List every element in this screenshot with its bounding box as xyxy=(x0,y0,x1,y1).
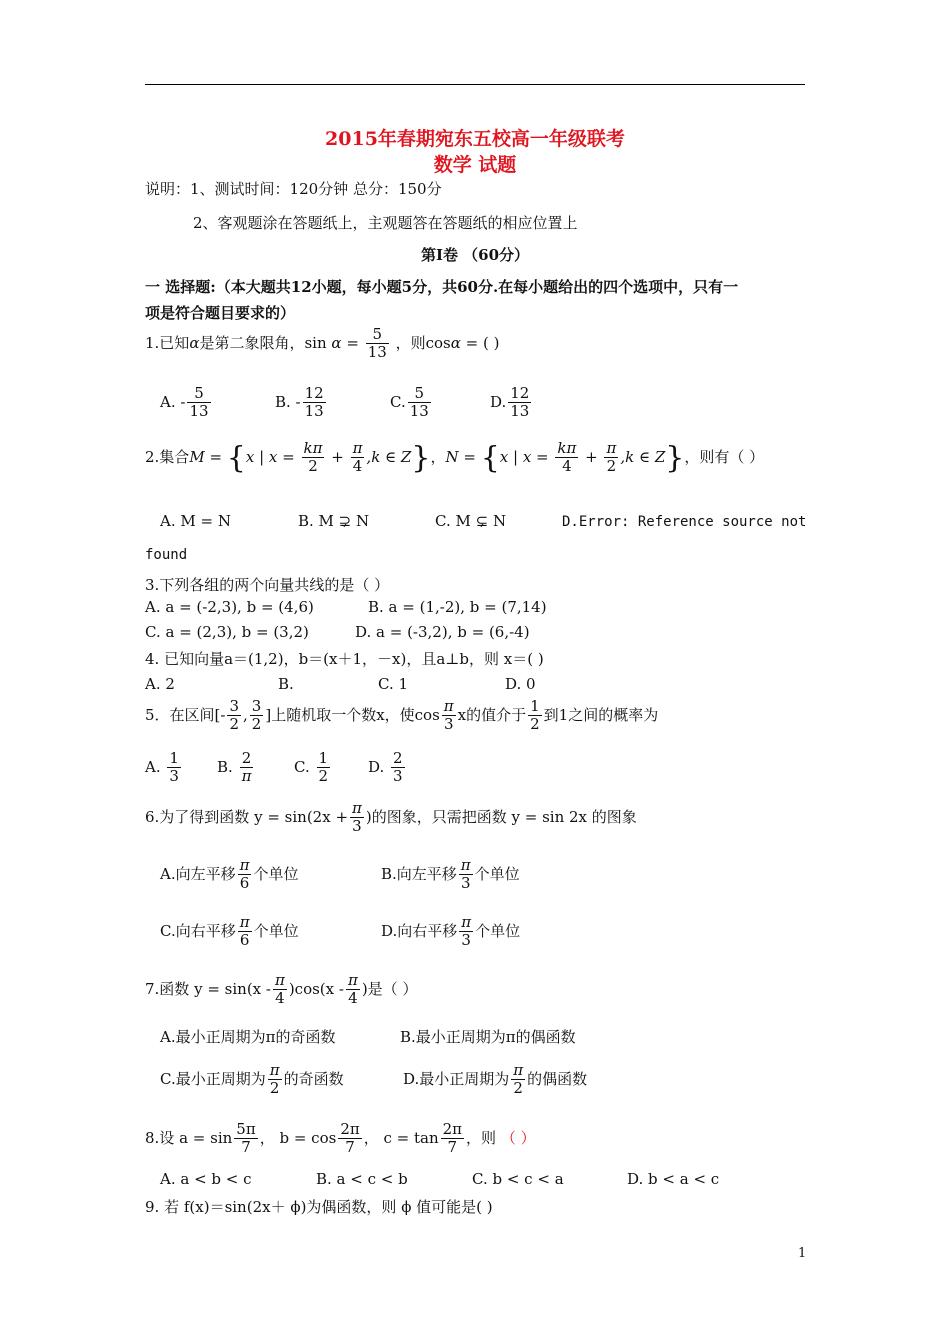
q2-option-a: A. M = N xyxy=(160,512,231,530)
frac-den: 2 xyxy=(269,1079,280,1098)
option-label: B. - xyxy=(275,392,301,411)
frac-num: 1 xyxy=(169,749,179,767)
question-5-stem xyxy=(145,698,658,734)
q2-fraction xyxy=(555,440,578,476)
q2-plus: + xyxy=(326,447,349,466)
option-label: D.向右平移 xyxy=(381,921,458,940)
q1-alpha: α xyxy=(450,333,461,352)
option-fraction xyxy=(508,385,531,421)
q1-alpha: α xyxy=(189,333,200,352)
q8-option-b: B. a < c < b xyxy=(316,1170,408,1188)
frac-den: π xyxy=(241,767,252,786)
q5-text: 到1之间的概率为 xyxy=(543,705,659,724)
q8-text: ，则 xyxy=(466,1128,497,1147)
q2-comma: ， xyxy=(430,447,446,466)
q8-fraction xyxy=(234,1121,257,1157)
frac-num: 12 xyxy=(510,384,530,402)
q1-option-c xyxy=(390,385,433,421)
q2-set-def: x | x = xyxy=(499,447,554,466)
frac-den: 4 xyxy=(275,989,285,1008)
q5-text: ]上随机取一个数x，使cos xyxy=(265,705,440,724)
frac-num: π xyxy=(269,1061,280,1079)
frac-den: 13 xyxy=(367,343,387,362)
question-1-stem xyxy=(145,326,499,362)
q3-option-c: C. a = (2,3), b = (3,2) xyxy=(145,623,309,641)
q6-option-d xyxy=(381,914,520,950)
option-fraction xyxy=(268,1062,282,1098)
option-label: A. - xyxy=(160,392,186,411)
q7-option-a: A.最小正周期为π的奇函数 xyxy=(160,1028,336,1046)
q4-option-b: B. xyxy=(278,675,294,693)
frac-den: 2 xyxy=(513,1079,523,1098)
frac-den: 13 xyxy=(409,402,429,421)
option-tail: 的奇函数 xyxy=(283,1069,344,1088)
q5-text: 5．在区间[- xyxy=(145,705,226,724)
q1-eq: = xyxy=(346,333,359,352)
option-fraction xyxy=(303,385,326,421)
q2-fraction xyxy=(302,440,325,476)
frac-den: 3 xyxy=(460,874,471,893)
notes-line-1: 说明：1、测试时间：120分钟 总分：150分 xyxy=(145,180,442,198)
q5-fraction xyxy=(250,698,264,734)
frac-num: 5 xyxy=(366,326,389,344)
section-instruction-2: 项是符合题目要求的） xyxy=(145,304,296,322)
frac-num: 2π xyxy=(442,1120,463,1138)
q2-option-d: D.Error: Reference source not xyxy=(562,514,807,530)
frac-num: π xyxy=(606,439,617,457)
q1-alpha: α xyxy=(331,333,342,352)
frac-num: 2 xyxy=(393,749,403,767)
frac-num: π xyxy=(274,971,285,989)
q1-option-a xyxy=(160,385,213,421)
q5-comma: , xyxy=(243,705,248,724)
frac-den: 3 xyxy=(352,817,362,836)
q8-fraction xyxy=(338,1121,361,1157)
frac-den: 7 xyxy=(345,1138,355,1157)
q3-option-b: B. a = (1,-2), b = (7,14) xyxy=(368,598,547,616)
frac-den: 6 xyxy=(239,874,250,893)
q1-option-d xyxy=(490,385,533,421)
q2-brace: } xyxy=(411,440,431,476)
option-fraction xyxy=(459,857,473,893)
q2-set-tail: ,k ∈ Z xyxy=(366,447,412,466)
q3-option-a: A. a = (-2,3), b = (4,6) xyxy=(145,598,314,616)
q1-sin: sin xyxy=(304,333,327,352)
header-rule xyxy=(145,84,805,85)
frac-den: 2 xyxy=(308,457,318,476)
q2-eq: = xyxy=(204,447,227,466)
option-label: B. xyxy=(217,757,233,776)
frac-num: 1 xyxy=(530,697,540,715)
frac-den: 4 xyxy=(348,989,358,1008)
frac-num: 3 xyxy=(251,697,262,715)
q2-eq: = xyxy=(458,447,481,466)
q2-set-n: N xyxy=(445,447,459,466)
q1-text: = ( ) xyxy=(460,333,500,352)
option-fraction xyxy=(238,857,252,893)
q2-text: 2.集合 xyxy=(145,447,190,466)
q7-fraction xyxy=(273,972,287,1008)
q8-option-a: A. a < b < c xyxy=(160,1170,252,1188)
q2-set-def: x | x = xyxy=(245,447,300,466)
q6-option-b xyxy=(381,857,520,893)
q4-option-a: A. 2 xyxy=(145,675,175,693)
option-fraction xyxy=(317,750,331,786)
q2-brace: { xyxy=(226,440,246,476)
question-3-stem: 3.下列各组的两个向量共线的是（ ） xyxy=(145,576,390,594)
option-label: C.最小正周期为 xyxy=(160,1069,266,1088)
frac-num: kπ xyxy=(303,439,323,457)
notes-line-2: 2、客观题涂在答题纸上，主观题答在答题纸的相应位置上 xyxy=(193,214,578,232)
option-label: C. xyxy=(390,392,406,411)
q8-fraction xyxy=(441,1121,464,1157)
section-instruction-1: 一 选择题:（本大题共12小题，每小题5分，共60分.在每小题给出的四个选项中，只有一 xyxy=(145,278,739,296)
section-heading: 第Ⅰ卷 （60分） xyxy=(420,246,530,264)
question-8-stem xyxy=(145,1121,536,1157)
frac-den: 7 xyxy=(241,1138,251,1157)
option-fraction xyxy=(240,750,254,786)
question-2-stem xyxy=(145,440,764,476)
option-fraction xyxy=(238,914,252,950)
q7-option-c xyxy=(160,1062,344,1098)
q8-text: ， b = cos xyxy=(259,1128,337,1147)
q5-option-d xyxy=(368,750,407,786)
q1-text: ，则 xyxy=(395,333,426,352)
frac-num: π xyxy=(352,799,362,817)
exam-title: 2015年春期宛东五校高一年级联考 xyxy=(325,128,625,150)
option-fraction xyxy=(167,750,181,786)
q2-option-d-continued: found xyxy=(145,547,188,563)
q1-text: 是第二象限角， xyxy=(199,333,305,352)
frac-num: 5 xyxy=(187,385,210,403)
q8-text: ， c = tan xyxy=(363,1128,439,1147)
q5-fraction xyxy=(442,698,456,734)
option-fraction xyxy=(408,385,431,421)
q2-fraction xyxy=(604,440,618,476)
frac-num: π xyxy=(443,697,454,715)
q2-option-c: C. M ⊊ N xyxy=(435,512,507,530)
question-7-stem xyxy=(145,972,417,1008)
frac-den: 13 xyxy=(304,402,324,421)
q7-option-d xyxy=(403,1062,587,1098)
option-tail: 个单位 xyxy=(253,864,299,883)
q2-set-tail: ,k ∈ Z xyxy=(620,447,666,466)
option-label: C.向右平移 xyxy=(160,921,236,940)
q2-fraction xyxy=(351,440,365,476)
q7-text: )是（ ） xyxy=(361,979,418,998)
q8-text: 8.设 a = sin xyxy=(145,1128,233,1147)
q6-fraction xyxy=(350,800,364,836)
q2-plus: + xyxy=(580,447,603,466)
frac-den: 13 xyxy=(510,402,530,421)
frac-den: 3 xyxy=(393,767,403,786)
q6-text: 6.为了得到函数 y = sin(2x + xyxy=(145,807,349,826)
q4-option-c: C. 1 xyxy=(378,675,409,693)
q2-option-b: B. M ⊋ N xyxy=(298,512,370,530)
q6-option-a xyxy=(160,857,298,893)
option-label: D. xyxy=(490,392,507,411)
option-tail: 的偶函数 xyxy=(527,1069,588,1088)
question-6-stem xyxy=(145,800,637,836)
frac-num: 3 xyxy=(229,697,240,715)
q5-fraction xyxy=(528,698,542,734)
frac-num: π xyxy=(347,971,358,989)
option-label: D. xyxy=(368,757,385,776)
option-label: A. xyxy=(145,757,161,776)
frac-den: 2 xyxy=(229,715,240,734)
option-fraction xyxy=(391,750,405,786)
q3-option-d: D. a = (-3,2), b = (6,-4) xyxy=(355,623,530,641)
q5-option-a xyxy=(145,750,183,786)
q6-text: )的图象，只需把函数 y = sin 2x 的图象 xyxy=(365,807,637,826)
frac-den: 4 xyxy=(562,457,572,476)
frac-num: π xyxy=(460,856,471,874)
q1-cos: cos xyxy=(425,333,451,352)
q5-option-c xyxy=(294,750,332,786)
frac-den: 2 xyxy=(530,715,540,734)
option-label: A.向左平移 xyxy=(160,864,236,883)
frac-num: 2 xyxy=(240,750,254,768)
frac-num: 1 xyxy=(318,749,329,767)
option-fraction xyxy=(187,385,210,421)
q2-brace: { xyxy=(480,440,500,476)
question-4-stem: 4. 已知向量a＝(1,2)，b＝(x＋1，－x)，且a⊥b，则 x＝( ) xyxy=(145,650,544,668)
q7-option-b: B.最小正周期为π的偶函数 xyxy=(400,1028,576,1046)
frac-num: π xyxy=(513,1061,524,1079)
q6-option-c xyxy=(160,914,299,950)
q5-option-b xyxy=(217,750,255,786)
frac-num: π xyxy=(461,913,472,931)
q1-option-b xyxy=(275,385,328,421)
option-fraction xyxy=(511,1062,525,1098)
frac-den: 2 xyxy=(318,767,329,786)
q1-fraction xyxy=(366,326,389,362)
frac-num: π xyxy=(239,856,250,874)
option-label: B.向左平移 xyxy=(381,864,457,883)
question-9-stem: 9. 若 f(x)＝sin(2x＋ ϕ)为偶函数，则 ϕ 值可能是( ) xyxy=(145,1198,493,1216)
frac-den: 7 xyxy=(447,1138,458,1157)
option-tail: 个单位 xyxy=(474,864,520,883)
frac-den: 3 xyxy=(443,715,454,734)
frac-den: 4 xyxy=(352,457,363,476)
frac-num: 5 xyxy=(408,385,431,403)
frac-den: 2 xyxy=(606,457,617,476)
q4-option-d: D. 0 xyxy=(505,675,536,693)
frac-den: 13 xyxy=(189,402,209,421)
frac-num: π xyxy=(352,439,363,457)
option-tail: 个单位 xyxy=(475,921,521,940)
q7-text: 7.函数 y = sin(x - xyxy=(145,979,271,998)
frac-num: kπ xyxy=(557,439,577,457)
q2-text: ，则有（ ） xyxy=(684,447,765,466)
q2-set-m: M xyxy=(189,447,205,466)
frac-den: 2 xyxy=(251,715,262,734)
q2-brace: } xyxy=(665,440,685,476)
option-fraction xyxy=(459,914,473,950)
option-tail: 个单位 xyxy=(253,921,299,940)
frac-num: 5π xyxy=(236,1120,256,1138)
q8-answer-paren: （ ） xyxy=(500,1128,536,1147)
frac-num: 12 xyxy=(304,384,324,402)
q7-fraction xyxy=(346,972,360,1008)
frac-den: 3 xyxy=(461,931,471,950)
page-number: 1 xyxy=(798,1246,807,1261)
frac-den: 3 xyxy=(169,767,179,786)
q5-fraction xyxy=(227,698,241,734)
frac-num: π xyxy=(239,913,250,931)
q5-text: x的值介于 xyxy=(457,705,527,724)
q8-option-d: D. b < a < c xyxy=(627,1170,720,1188)
option-label: C. xyxy=(294,757,310,776)
option-label: D.最小正周期为 xyxy=(403,1069,510,1088)
exam-subtitle: 数学 试题 xyxy=(433,154,517,176)
q7-text: )cos(x - xyxy=(288,979,344,998)
frac-num: 2π xyxy=(340,1120,360,1138)
q8-option-c: C. b < c < a xyxy=(472,1170,564,1188)
q1-text: 1.已知 xyxy=(145,333,190,352)
frac-den: 6 xyxy=(239,931,250,950)
